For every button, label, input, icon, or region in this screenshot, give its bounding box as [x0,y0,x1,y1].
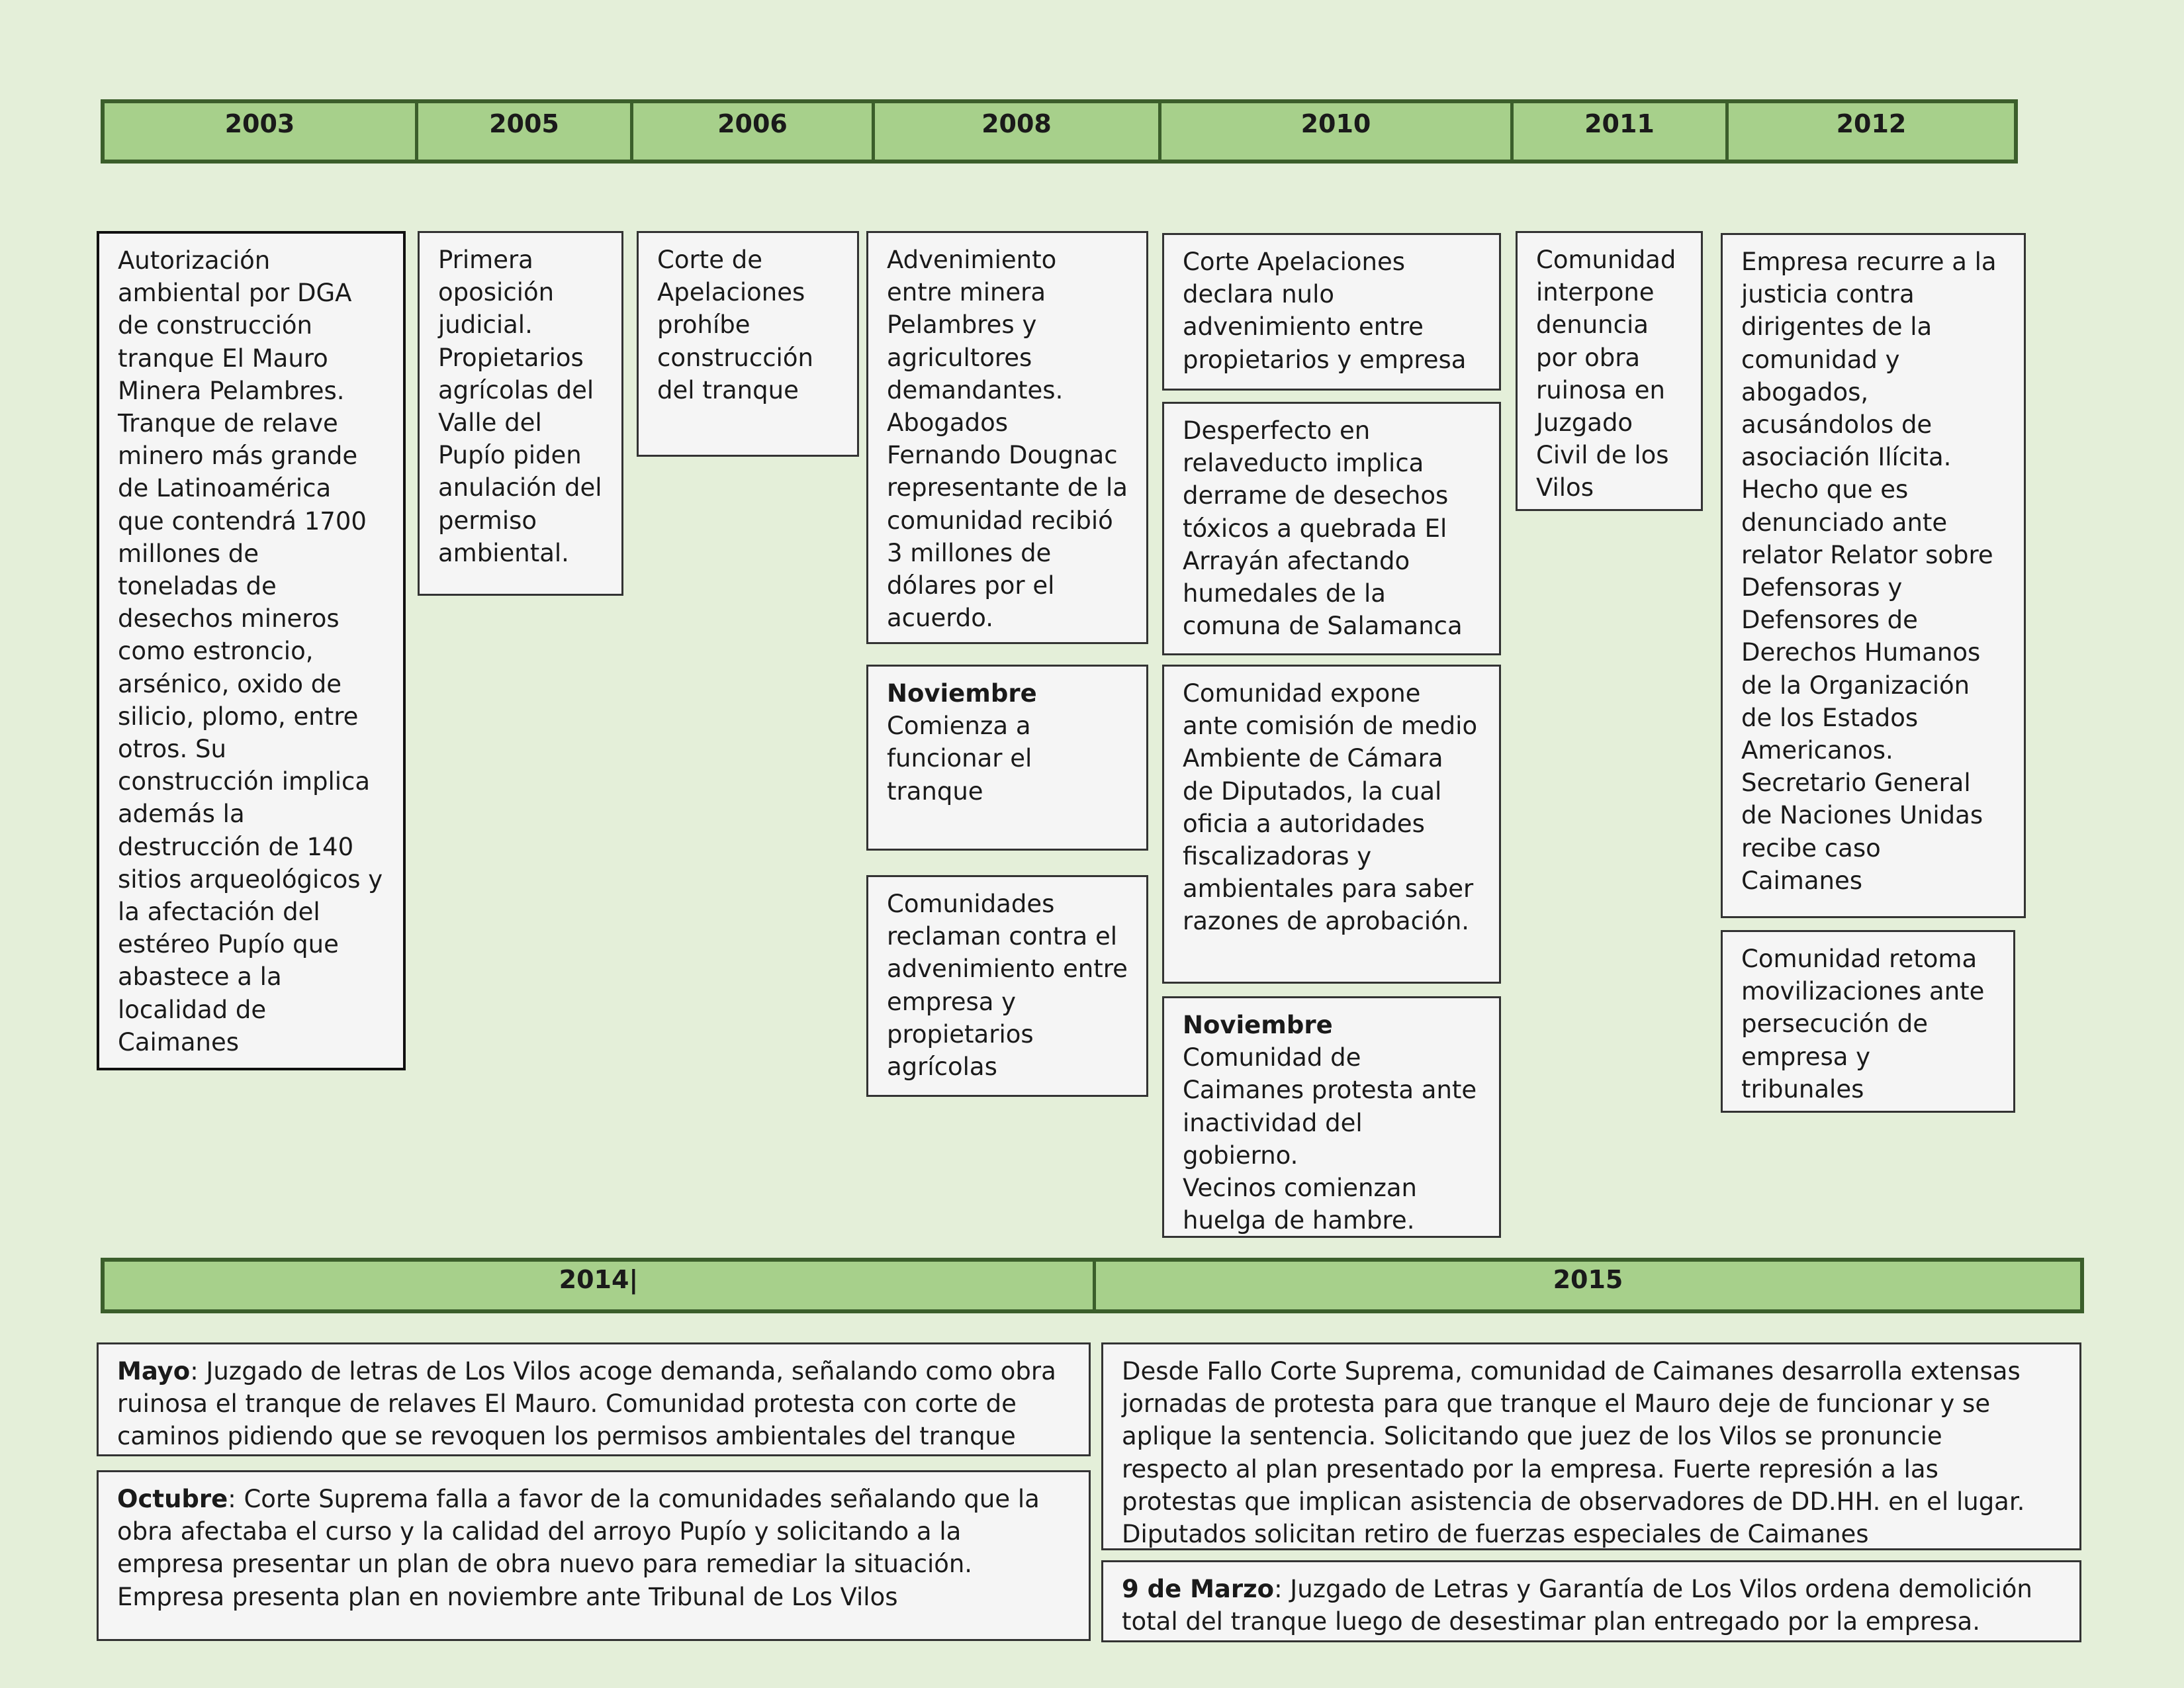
event-box-2014-may [97,1342,1091,1456]
event-text: Comunidades reclaman contra el advenimiento entre empresa y propietarios agrícolas [887,890,1128,1082]
year-header-2015: 2015 [1553,1265,1623,1294]
event-box-2008-b [866,665,1148,851]
event-text: Primera oposición judicial. Propietarios agrícolas del Valle del Pupío piden anulación del permiso ambiental. [438,246,602,567]
event-box-2010-d [1162,996,1501,1238]
event-text: Advenimiento entre minera Pelambres y agricultores demandantes. Abogados Fernando Dougnac representante de la comunidad recibió 3 millones de dólares por el acuerdo. [887,246,1128,633]
event-box-2014-october [97,1470,1091,1641]
year-header-2005: 2005 [418,103,633,160]
year-header-2008: 2008 [875,103,1161,160]
event-box-2012-b [1721,930,2015,1113]
event-box-2006 [637,231,859,457]
event-text: Comunidad interpone denuncia por obra ruinosa en Juzgado Civil de los Vilos [1536,246,1676,502]
event-box-2011 [1516,231,1703,511]
year-header-2011: 2011 [1514,103,1729,160]
event-box-2010-a [1162,233,1501,391]
event-text: Comienza a funcionar el tranque [887,712,1032,806]
event-text: Corte Apelaciones declara nulo advenimiento entre propietarios y empresa [1183,248,1467,374]
event-text: : Juzgado de letras de Los Vilos acoge demanda, señalando como obra ruinosa el tranque de relaves El Mauro. Comunidad protesta con corte de caminos pidiendo que se revoquen los permisos ambientales del tranque [117,1357,1056,1451]
event-text: Desperfecto en relaveducto implica derrame de desechos tóxicos a quebrada El Arrayán afectando humedales de la comuna de Salamanca [1183,416,1463,641]
event-text: Comunidad de Caimanes protesta ante inactividad del gobierno. [1183,1043,1477,1170]
event-date-label: Octubre [117,1485,228,1513]
event-box-2015-march [1101,1560,2081,1642]
event-text-2: Vecinos comienzan huelga de hambre. [1183,1174,1418,1235]
year-header-2012: 2012 [1836,109,1907,138]
year-header-2006: 2006 [633,103,875,160]
event-text: Comunidad retoma movilizaciones ante persecución de empresa y tribunales [1741,945,1985,1103]
year-header-2003: 2003 [105,103,418,160]
event-box-2015-a [1101,1342,2081,1550]
event-box-2012-a [1721,233,2026,918]
event-text: Autorización ambiental por DGA de construcción tranque El Mauro Minera Pelambres. Tranque de relave minero más grande de Latinoamérica que contendrá 1700 millones de toneladas de desechos mineros como estroncio, arsénico, oxido de silicio, plomo, entre otros. Su construcción implica además la destrucción de 140 sitios arqueológicos y la afectación del estéreo Pupío que abastece a la localidad de Caimanes [118,246,383,1056]
event-text: Corte de Apelaciones prohíbe construcción del tranque [657,246,813,404]
event-box-2010-b [1162,402,1501,655]
event-date-label: Noviembre [887,679,1037,708]
top-year-bar [101,99,2018,164]
bottom-year-bar [101,1258,2084,1313]
event-text: Empresa recurre a la justicia contra dirigentes de la comunidad y abogados, acusándolos de asociación Ilícita. Hecho que es denunciado ante relator Relator sobre Defensoras y Defensores de Derechos Humanos de la Organización de los Estados Americanos. Secretario General de Naciones Unidas recibe caso Caimanes [1741,248,1997,895]
event-box-2010-c [1162,665,1501,984]
event-text: Comunidad expone ante comisión de medio Ambiente de Cámara de Diputados, la cual oficia a autoridades fiscalizadoras y ambientales para saber razones de aprobación. [1183,679,1478,936]
event-text: : Juzgado de Letras y Garantía de Los Vilos ordena demolición total del tranque luego de desestimar plan entregado por la empresa. [1122,1575,2032,1636]
event-text: Desde Fallo Corte Suprema, comunidad de Caimanes desarrolla extensas jornadas de protesta para que tranque el Mauro deje de funcionar y se aplique la sentencia. Solicitando que juez de los Vilos se pronuncie respecto al plan presentado por la empresa. Fuerte represión a las protestas que implican asistencia de observadores de DD.HH. en el lugar. Diputados solicitan retiro de fuerzas especiales de Caimanes [1122,1357,2025,1549]
event-text: : Corte Suprema falla a favor de la comunidades señalando que la obra afectaba el curso y la calidad del arroyo Pupío y solicitando a la empresa presentar un plan de obra nuevo para remediar la situación. Empresa presenta plan en noviembre ante Tribunal de Los Vilos [117,1485,1040,1611]
event-box-2005 [418,231,623,596]
event-date-label: 9 de Marzo [1122,1575,1275,1603]
event-box-2008-c [866,875,1148,1097]
event-date-label: Noviembre [1183,1011,1333,1039]
year-header-2010: 2010 [1161,103,1514,160]
event-box-2008-a [866,231,1148,644]
event-date-label: Mayo [117,1357,191,1385]
year-header-2014: 2014| [105,1262,1096,1309]
event-box-2003 [97,231,406,1070]
